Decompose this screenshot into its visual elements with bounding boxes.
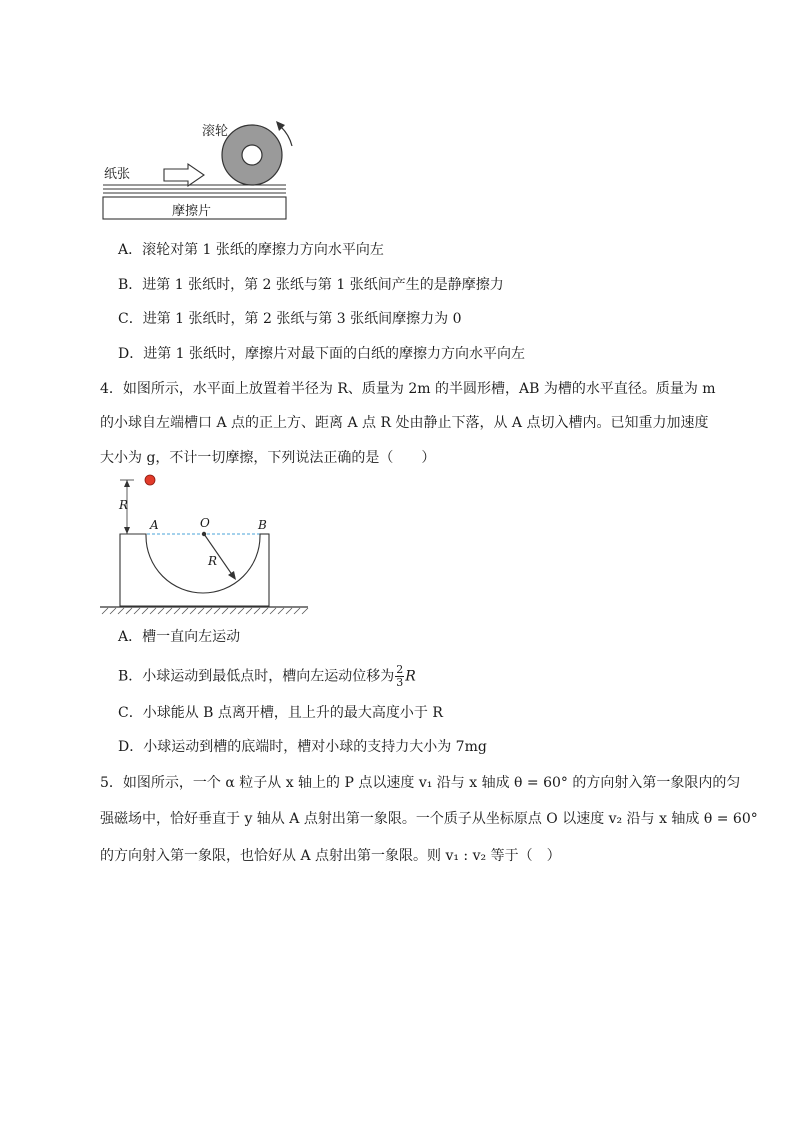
q3-option-b: B．进第 1 张纸时，第 2 张纸与第 1 张纸间产生的是静摩擦力 [118, 277, 504, 293]
rotation-arrow-icon [280, 126, 292, 146]
q4-option-a: A．槽一直向左运动 [118, 629, 241, 645]
pad-label: 摩擦片 [172, 204, 212, 219]
fraction: $\frac{2}{3}$ [396, 663, 404, 689]
paper-label: 纸张 [104, 167, 131, 182]
label-r-height: R [119, 498, 129, 512]
feed-arrow-icon [164, 164, 204, 186]
semicircle-trough-diagram [98, 472, 313, 618]
q4-option-b: B．小球运动到最低点时，槽向左运动位移为 $\frac{2}{3}$ R [118, 663, 416, 689]
q5-stem-line-1: 5．如图所示，一个 α 粒子从 x 轴上的 P 点以速度 v₁ 沿与 x 轴成 θ = 60° 的方向射入第一象限内的匀 [100, 775, 741, 791]
roller-label: 滚轮 [202, 124, 229, 139]
q3-option-c: C．进第 1 张纸时，第 2 张纸与第 3 张纸间摩擦力为 0 [118, 311, 462, 327]
label-b: B [258, 518, 267, 532]
label-a: A [150, 518, 159, 532]
q5-stem-line-3: 的方向射入第一象限，也恰好从 A 点射出第一象限。则 v₁ : v₂ 等于（ ） [100, 848, 561, 864]
q4-stem-line-3: 大小为 g，不计一切摩擦，下列说法正确的是（ ） [100, 450, 436, 466]
q4-option-c: C．小球能从 B 点离开槽，且上升的最大高度小于 R [118, 705, 443, 721]
q4-stem-line-2: 的小球自左端槽口 A 点的正上方、距离 A 点 R 处由静止下落，从 A 点切入槽内。已知重力加速度 [100, 415, 709, 431]
ball [145, 475, 155, 485]
q4-stem-line-1: 4．如图所示，水平面上放置着半径为 R、质量为 2m 的半圆形槽，AB 为槽的水平直径。质量为 m [100, 381, 716, 397]
q4-option-d: D．小球运动到槽的底端时，槽对小球的支持力大小为 7mg [118, 739, 487, 755]
q5-stem-line-2: 强磁场中，恰好垂直于 y 轴从 A 点射出第一象限。一个质子从坐标原点 O 以速度 v₂ 沿与 x 轴成 θ = 60° [100, 811, 758, 827]
q3-option-a: A．滚轮对第 1 张纸的摩擦力方向水平向左 [118, 242, 384, 258]
roller-hub [242, 145, 262, 165]
label-o: O [200, 516, 210, 530]
label-r-radius: R [208, 554, 218, 568]
q3-option-d: D．进第 1 张纸时，摩擦片对最下面的白纸的摩擦力方向水平向左 [118, 346, 526, 362]
